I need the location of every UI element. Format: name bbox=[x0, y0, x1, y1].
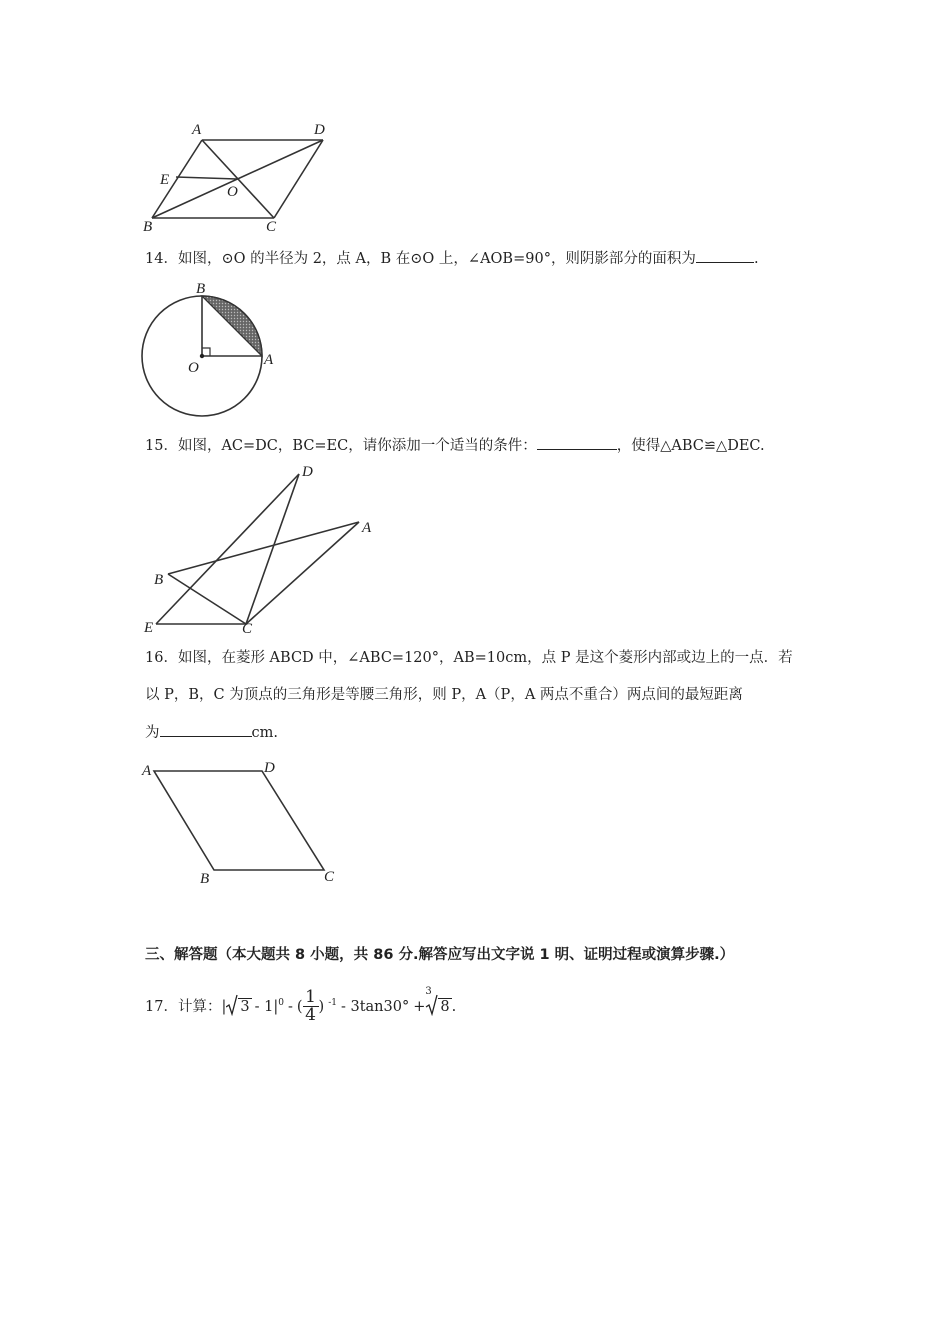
question-15 bbox=[145, 435, 765, 456]
sqrt-3 bbox=[226, 992, 251, 1022]
question-17-end: . bbox=[451, 998, 457, 1015]
question-16-line-3 bbox=[145, 722, 278, 743]
neg-one-exponent: -1 bbox=[328, 998, 337, 1008]
center-point bbox=[200, 354, 204, 358]
answer-blank-14[interactable] bbox=[696, 248, 754, 263]
label-c: C bbox=[266, 219, 277, 235]
section-3-heading: 三、解答题（本大题共 8 小题，共 86 分.解答应写出文字说 1 明、证明过程或演算步骤.） bbox=[145, 947, 735, 963]
question-14-number: 14． bbox=[145, 251, 178, 267]
question-16-text-2: 以 P，B，C 为顶点的三角形是等腰三角形，则 P，A（P，A 两点不重合）两点间的最短距离 bbox=[145, 687, 743, 703]
label-a: A bbox=[362, 520, 372, 536]
question-16-text-1: 如图，在菱形 ABCD 中，∠ABC=120°，AB=10cm，点 P 是这个菱形内部或边上的一点．若 bbox=[177, 650, 793, 666]
question-14 bbox=[145, 248, 759, 269]
figure-parallelogram-abcd bbox=[140, 118, 340, 236]
label-b: B bbox=[200, 871, 210, 887]
label-d: D bbox=[314, 122, 325, 138]
plus-sign: + bbox=[413, 998, 426, 1015]
label-a: A bbox=[142, 763, 152, 779]
question-14-text: 如图，⊙O 的半径为 2，点 A，B 在⊙O 上，∠AOB=90°，则阴影部分的面积为 bbox=[177, 251, 696, 267]
figure-triangles bbox=[140, 460, 380, 638]
answer-blank-15[interactable] bbox=[537, 435, 617, 450]
radical-sign bbox=[226, 994, 238, 1016]
question-16-text-3-after: cm. bbox=[251, 725, 278, 741]
label-b: B bbox=[143, 219, 153, 235]
label-o: O bbox=[227, 184, 238, 200]
label-c: C bbox=[324, 869, 335, 885]
minus-one: - 1 bbox=[254, 998, 274, 1015]
figure-circle-o bbox=[140, 278, 290, 418]
rhombus-abcd bbox=[154, 771, 324, 870]
question-16-number: 16． bbox=[145, 650, 178, 666]
figure-rhombus-abcd bbox=[140, 755, 350, 890]
fraction-numerator: 1 bbox=[303, 989, 319, 1007]
minus-sign: - bbox=[287, 998, 293, 1015]
segment-ed bbox=[156, 474, 299, 624]
question-16-text-3-before: 为 bbox=[145, 725, 160, 741]
label-a: A bbox=[192, 122, 202, 138]
question-17 bbox=[145, 985, 457, 1028]
label-c: C bbox=[242, 621, 253, 637]
label-d: D bbox=[264, 760, 275, 776]
segment-dc bbox=[246, 474, 299, 624]
fraction-denominator: 4 bbox=[305, 1005, 316, 1026]
question-15-text-before: 如图，AC=DC，BC=EC，请你添加一个适当的条件： bbox=[177, 438, 537, 454]
question-15-number: 15． bbox=[145, 438, 178, 454]
label-a: A bbox=[264, 352, 274, 368]
question-17-prefix: 计算： bbox=[177, 998, 222, 1015]
question-16-line-1 bbox=[145, 648, 793, 668]
cube-arg: 8 bbox=[440, 998, 450, 1015]
label-o: O bbox=[188, 360, 199, 376]
question-15-text-after: ，使得△ABC≌△DEC. bbox=[616, 438, 765, 454]
question-17-number: 17． bbox=[145, 998, 178, 1015]
right-paren: ) bbox=[318, 998, 325, 1015]
cube-root-8 bbox=[425, 985, 451, 1022]
label-e: E bbox=[160, 172, 170, 188]
label-b: B bbox=[196, 281, 206, 297]
segment-eo bbox=[176, 177, 237, 179]
tan-term: - 3tan30° bbox=[340, 998, 410, 1015]
fraction-one-quarter bbox=[303, 989, 319, 1024]
abs-bar-left: | bbox=[221, 998, 227, 1015]
label-d: D bbox=[302, 464, 313, 480]
left-paren: ( bbox=[296, 998, 303, 1015]
abs-bar-right: | bbox=[273, 998, 279, 1015]
question-14-end: . bbox=[753, 251, 759, 267]
cube-index: 3 bbox=[425, 985, 432, 997]
answer-blank-16[interactable] bbox=[160, 722, 252, 737]
label-e: E bbox=[144, 620, 154, 636]
sqrt-arg: 3 bbox=[240, 998, 250, 1015]
question-16-line-2 bbox=[145, 685, 743, 705]
shaded-segment bbox=[202, 296, 262, 356]
zero-exponent: 0 bbox=[278, 998, 284, 1008]
cube-radical-sign bbox=[425, 994, 438, 1016]
label-b: B bbox=[154, 572, 164, 588]
